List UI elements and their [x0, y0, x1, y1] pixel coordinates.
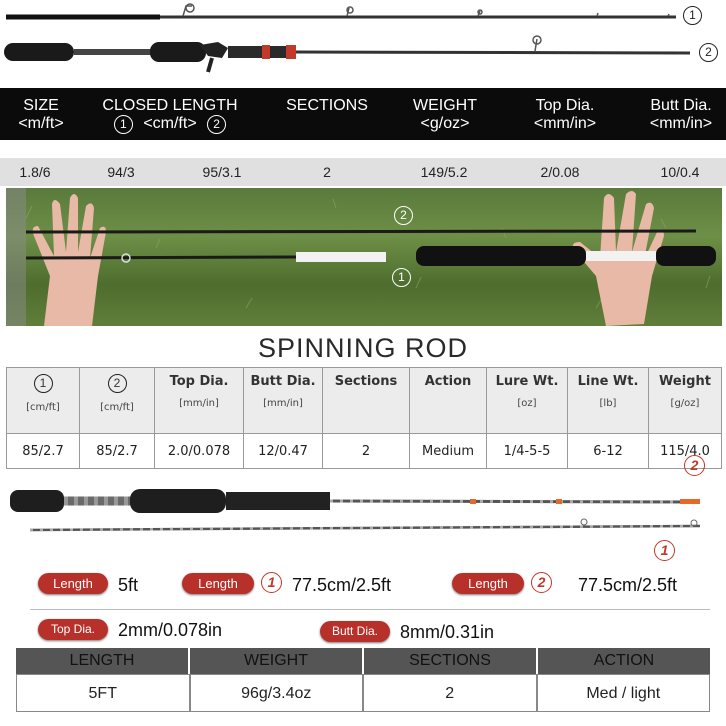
- spin-value-weight: 115/4.0: [649, 434, 722, 469]
- weight-label: WEIGHT: [413, 97, 477, 114]
- top-dia-unit: <mm/in>: [533, 115, 597, 132]
- summary-header-action: ACTION: [593, 652, 655, 669]
- size-unit: <m/ft>: [18, 115, 64, 132]
- butt-dia-value: 10/0.4: [660, 164, 700, 180]
- summary-header-row: [16, 648, 710, 674]
- weight-value: 149/5.2: [420, 164, 468, 180]
- spin-header-butt-dia: Butt Dia. [mm/in]: [244, 368, 323, 434]
- summary-value-weight: 96g/3.4oz: [190, 674, 364, 712]
- camo-rod-marker-1: 1: [654, 540, 675, 561]
- spec-divider: [30, 609, 710, 610]
- length-1-value: 77.5cm/2.5ft: [292, 575, 392, 595]
- length-badge: Length: [38, 573, 108, 594]
- length-2-value: 77.5cm/2.5ft: [578, 575, 678, 595]
- spin-value-butt-dia: 12/0.47: [244, 434, 323, 469]
- length-1-marker: 1: [261, 572, 282, 593]
- closed-length-label: CLOSED LENGTH: [102, 97, 238, 114]
- rod-marker-1: 1: [683, 6, 702, 25]
- weight-unit: <g/oz>: [420, 115, 470, 132]
- rod-photo-scene: [6, 188, 722, 326]
- rod-marker-2: 2: [699, 43, 718, 62]
- casting-spec-header: [0, 88, 726, 140]
- closed-length-2-value: 95/3.1: [202, 164, 242, 180]
- spin-header-top-dia: Top Dia. [mm/in]: [155, 368, 244, 434]
- butt-dia-value: 8mm/0.31in: [400, 622, 495, 642]
- spin-value-sections: 2: [323, 434, 410, 469]
- butt-dia-badge: Butt Dia.: [320, 621, 390, 642]
- summary-header-sections: SECTIONS: [364, 648, 538, 674]
- photo-marker-2: 2: [394, 206, 413, 225]
- top-dia-value: 2/0.08: [540, 164, 580, 180]
- size-label: SIZE: [23, 97, 59, 114]
- closed-length-1-value: 94/3: [107, 164, 135, 180]
- length-1-badge: Length: [182, 573, 254, 594]
- spinning-spec-table: [6, 367, 722, 469]
- summary-value-row: [16, 674, 710, 712]
- spin-value-1: 85/2.7: [7, 434, 80, 469]
- size-value: 1.8/6: [19, 164, 51, 180]
- spin-header-sections: Sections: [323, 368, 410, 434]
- summary-value-action: Med / light: [537, 674, 711, 712]
- closed-length-marker-2: 2: [207, 115, 226, 134]
- spin-header-weight: Weight [g/oz]: [649, 368, 722, 434]
- photo-marker-1: 1: [392, 268, 411, 287]
- casting-spec-values: [0, 158, 726, 186]
- sections-label: SECTIONS: [286, 97, 368, 114]
- closed-length-unit: <cm/ft>: [143, 115, 197, 132]
- sections-value: 2: [323, 164, 331, 180]
- casting-rod-illustration: [0, 0, 726, 86]
- spin-header-1: 1 [cm/ft]: [7, 368, 80, 434]
- closed-length-marker-1: 1: [114, 115, 133, 134]
- camo-rod-illustration: [0, 478, 726, 540]
- summary-value-sections: 2: [363, 674, 537, 712]
- butt-dia-unit: <mm/in>: [649, 115, 713, 132]
- summary-header-length: LENGTH: [16, 648, 190, 674]
- top-dia-label: Top Dia.: [535, 97, 595, 114]
- butt-dia-label: Butt Dia.: [650, 97, 712, 114]
- spin-value-line: 6-12: [568, 434, 649, 469]
- length-value: 5ft: [118, 575, 139, 595]
- spin-value-lure: 1/4-5-5: [487, 434, 568, 469]
- camo-rod-marker-2: 2: [684, 455, 705, 476]
- top-dia-value: 2mm/0.078in: [118, 620, 223, 640]
- summary-value-length: 5FT: [16, 674, 190, 712]
- spin-value-2: 85/2.7: [80, 434, 155, 469]
- summary-header-weight: WEIGHT: [190, 648, 364, 674]
- length-2-badge: Length: [452, 573, 524, 594]
- rod-photo: [6, 188, 722, 326]
- spin-header-line: Line Wt. [lb]: [568, 368, 649, 434]
- top-dia-badge: Top Dia.: [38, 619, 108, 640]
- spin-header-2: 2 [cm/ft]: [80, 368, 155, 434]
- spin-value-action: Medium: [410, 434, 487, 469]
- spin-header-lure: Lure Wt. [oz]: [487, 368, 568, 434]
- summary-table: [16, 648, 710, 712]
- length-2-marker: 2: [531, 572, 552, 593]
- spin-value-top-dia: 2.0/0.078: [155, 434, 244, 469]
- spinning-rod-title: SPINNING ROD: [257, 333, 469, 363]
- spin-header-action: Action: [410, 368, 487, 434]
